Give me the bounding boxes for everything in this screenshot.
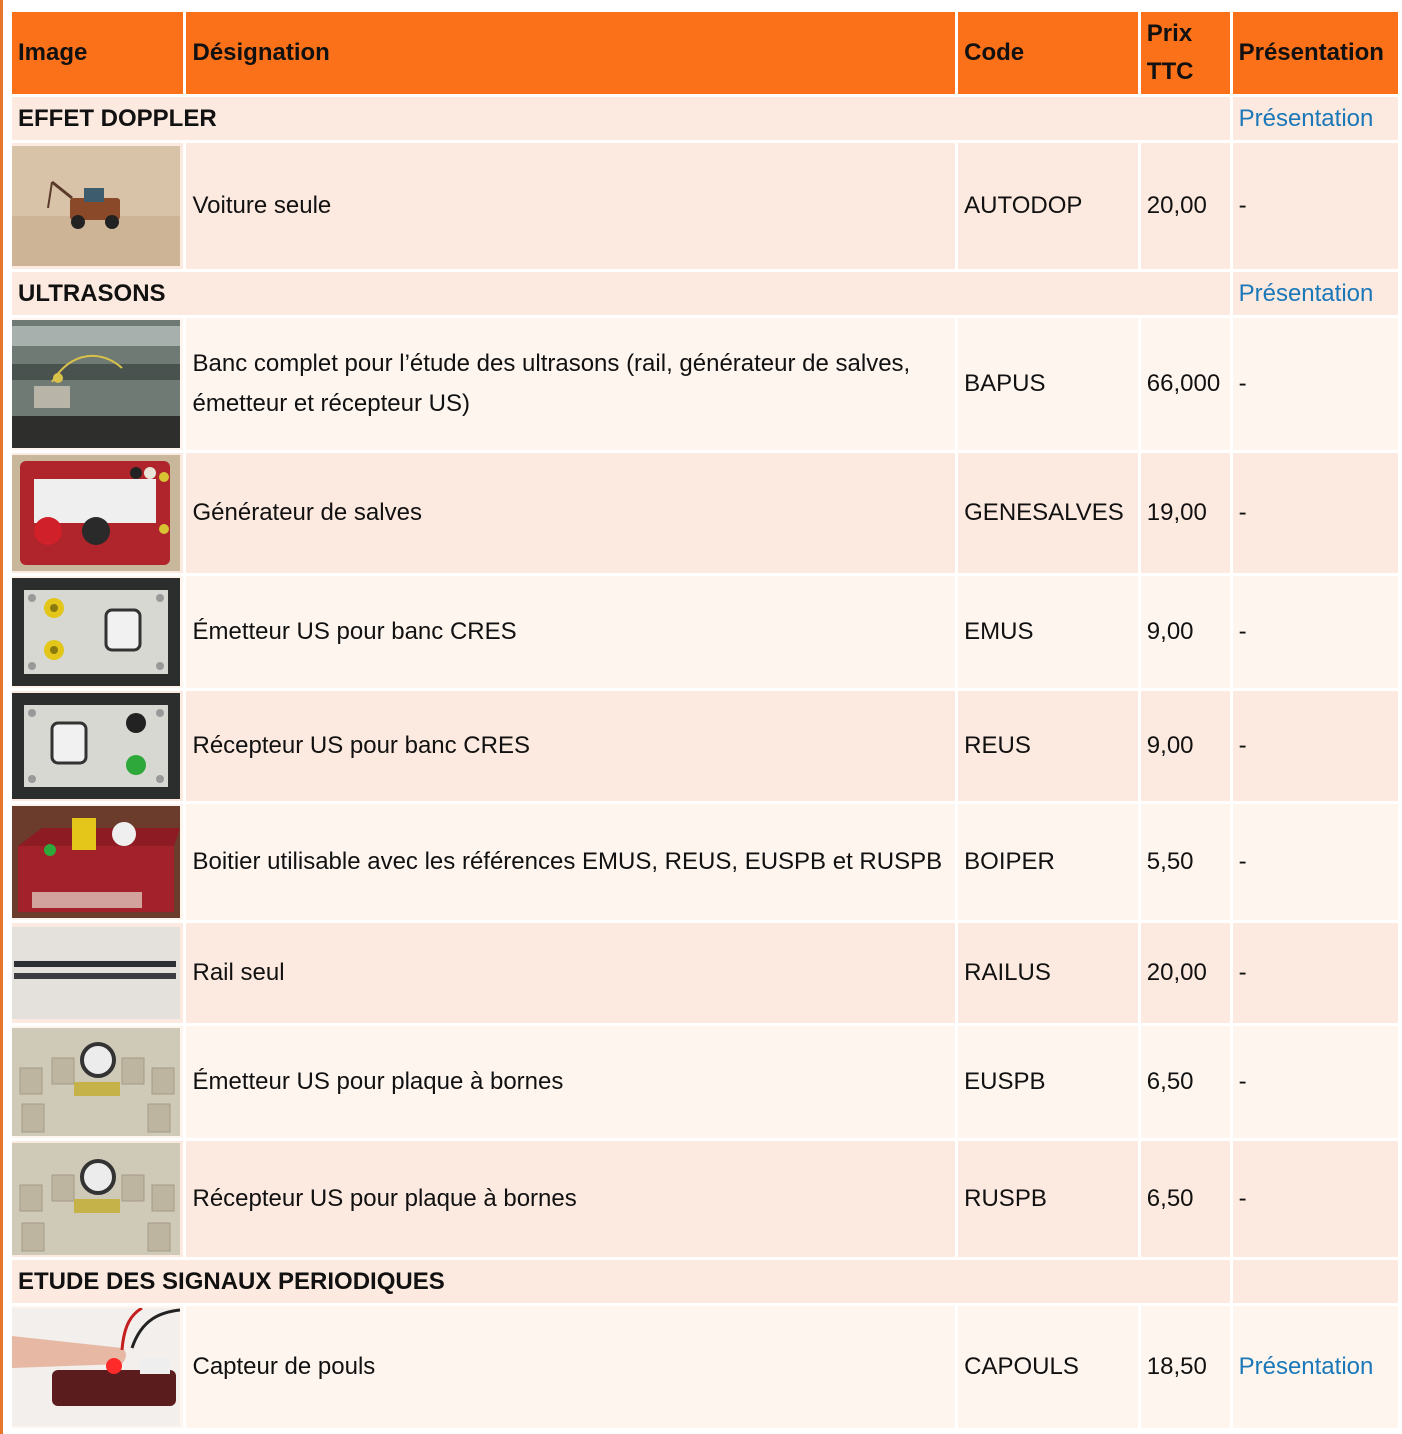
table-row xyxy=(12,1026,1398,1138)
designation-cell: Banc complet pour l’étude des ultrasons (rail, générateur de salves, émetteur et récepteur US) xyxy=(186,318,955,450)
price-cell: 6,50 xyxy=(1141,1141,1230,1257)
presentation-link[interactable]: Présentation xyxy=(1238,279,1374,307)
code-cell: RUSPB xyxy=(958,1141,1138,1257)
price-cell: 5,50 xyxy=(1141,804,1230,920)
presentation-cell: - xyxy=(1233,1026,1398,1138)
presentation-cell: - xyxy=(1233,1141,1398,1257)
header-prix xyxy=(1141,12,1230,94)
image-cell xyxy=(12,453,183,573)
price-cell: 20,00 xyxy=(1141,143,1230,269)
designation-cell: Générateur de salves xyxy=(186,453,955,573)
presentation-cell: - xyxy=(1233,923,1398,1023)
us-receiver-plate-image[interactable] xyxy=(12,693,180,799)
presentation-cell xyxy=(1233,1306,1398,1428)
image-cell xyxy=(12,1141,183,1257)
us-emitter-plate-image[interactable] xyxy=(12,578,180,686)
designation-cell: Rail seul xyxy=(186,923,955,1023)
designation-cell: Capteur de pouls xyxy=(186,1306,955,1428)
pulse-sensor-finger-image[interactable] xyxy=(12,1308,180,1426)
section-row xyxy=(12,97,1398,140)
header-presentation: Présentation xyxy=(1233,12,1398,94)
designation-cell: Voiture seule xyxy=(186,143,955,269)
toy-tow-truck-image[interactable] xyxy=(12,146,180,266)
presentation-link[interactable]: Présentation xyxy=(1238,104,1374,132)
header-code: Code xyxy=(958,12,1138,94)
ultrasound-bench-image[interactable] xyxy=(12,320,180,448)
price-cell: 9,00 xyxy=(1141,691,1230,801)
image-cell xyxy=(12,923,183,1023)
presentation-cell: - xyxy=(1233,804,1398,920)
price-cell: 19,00 xyxy=(1141,453,1230,573)
emitter-on-terminal-board-image[interactable] xyxy=(12,1028,180,1136)
code-cell: AUTODOP xyxy=(958,143,1138,269)
presentation-cell: - xyxy=(1233,691,1398,801)
header-designation: Désignation xyxy=(186,12,955,94)
section-presentation-cell xyxy=(1233,1260,1398,1303)
section-title: ULTRASONS xyxy=(12,272,1230,315)
red-burst-generator-box-image[interactable] xyxy=(12,455,180,571)
receiver-on-terminal-board-image[interactable] xyxy=(12,1143,180,1255)
table-row xyxy=(12,143,1398,269)
price-cell: 9,00 xyxy=(1141,576,1230,688)
left-border xyxy=(0,0,3,1434)
image-cell xyxy=(12,318,183,450)
section-presentation-cell xyxy=(1233,97,1398,140)
code-cell: GENESALVES xyxy=(958,453,1138,573)
code-cell: EUSPB xyxy=(958,1026,1138,1138)
section-row xyxy=(12,1260,1398,1303)
header-row xyxy=(12,12,1398,94)
table-row xyxy=(12,576,1398,688)
presentation-link[interactable]: Présentation xyxy=(1238,1353,1374,1380)
image-cell xyxy=(12,143,183,269)
rail-image[interactable] xyxy=(12,927,180,1019)
designation-cell: Boitier utilisable avec les références EMUS, REUS, EUSPB et RUSPB xyxy=(186,804,955,920)
designation-cell: Émetteur US pour plaque à bornes xyxy=(186,1026,955,1138)
designation-cell: Récepteur US pour banc CRES xyxy=(186,691,955,801)
red-housing-box-image[interactable] xyxy=(12,806,180,918)
price-cell: 18,50 xyxy=(1141,1306,1230,1428)
product-table xyxy=(9,9,1401,1431)
image-cell xyxy=(12,576,183,688)
image-cell xyxy=(12,1306,183,1428)
code-cell: REUS xyxy=(958,691,1138,801)
section-row xyxy=(12,272,1398,315)
presentation-cell: - xyxy=(1233,318,1398,450)
price-cell: 66,000 xyxy=(1141,318,1230,450)
price-cell: 6,50 xyxy=(1141,1026,1230,1138)
header-prix-line2: TTC xyxy=(1146,58,1194,85)
table-row xyxy=(12,318,1398,450)
presentation-cell: - xyxy=(1233,453,1398,573)
designation-cell: Récepteur US pour plaque à bornes xyxy=(186,1141,955,1257)
table-row xyxy=(12,691,1398,801)
price-cell: 20,00 xyxy=(1141,923,1230,1023)
header-prix-line1: Prix xyxy=(1146,20,1193,47)
code-cell: BAPUS xyxy=(958,318,1138,450)
table-row xyxy=(12,1306,1398,1428)
presentation-cell: - xyxy=(1233,576,1398,688)
code-cell: EMUS xyxy=(958,576,1138,688)
image-cell xyxy=(12,804,183,920)
designation-cell: Émetteur US pour banc CRES xyxy=(186,576,955,688)
code-cell: BOIPER xyxy=(958,804,1138,920)
presentation-cell: - xyxy=(1233,143,1398,269)
image-cell xyxy=(12,1026,183,1138)
section-title: ETUDE DES SIGNAUX PERIODIQUES xyxy=(12,1260,1230,1303)
table-row xyxy=(12,923,1398,1023)
header-image: Image xyxy=(12,12,183,94)
section-presentation-cell xyxy=(1233,272,1398,315)
table-row xyxy=(12,1141,1398,1257)
section-title: EFFET DOPPLER xyxy=(12,97,1230,140)
code-cell: CAPOULS xyxy=(958,1306,1138,1428)
table-row xyxy=(12,453,1398,573)
code-cell: RAILUS xyxy=(958,923,1138,1023)
table-row xyxy=(12,804,1398,920)
image-cell xyxy=(12,691,183,801)
